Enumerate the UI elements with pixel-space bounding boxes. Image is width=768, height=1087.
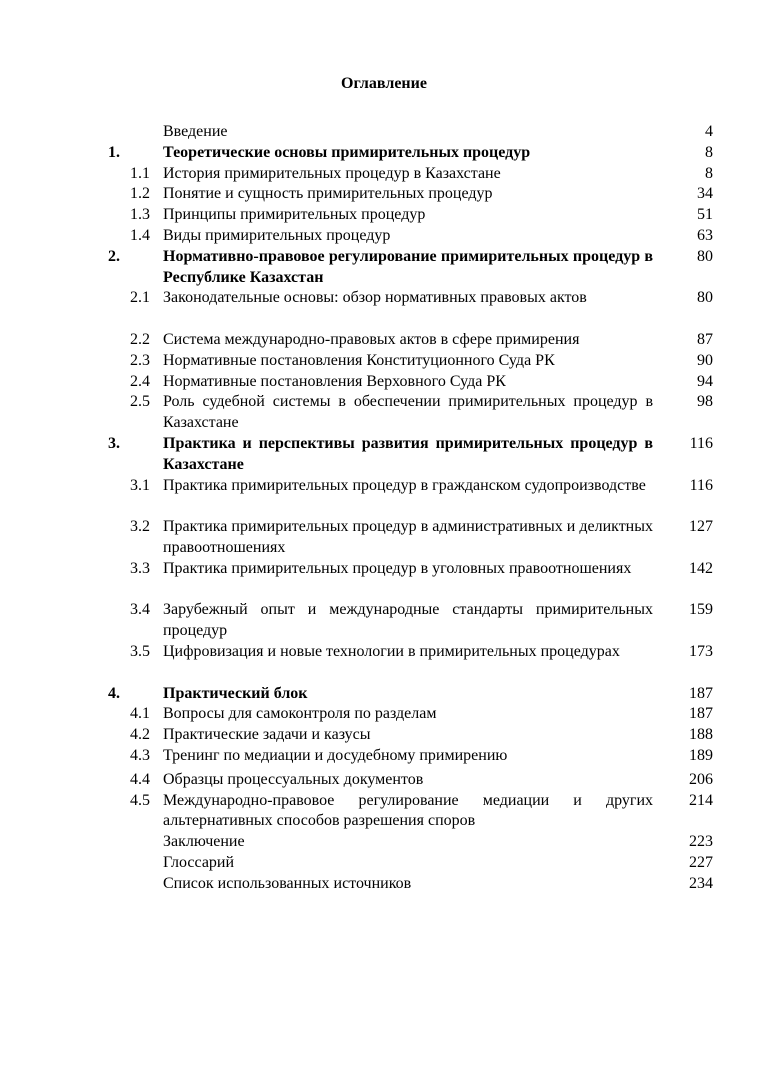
entry-page: 189 bbox=[689, 746, 713, 764]
entry-number: 2.1 bbox=[130, 289, 150, 307]
entry-title: Система международно-правовых актов в сфере примирения bbox=[163, 330, 580, 348]
toc-entry bbox=[0, 791, 768, 833]
entry-title: Введение bbox=[163, 123, 228, 140]
chapter-number: 4. bbox=[108, 684, 120, 702]
toc-entry bbox=[0, 832, 768, 853]
entry-page: 173 bbox=[689, 642, 713, 660]
entry-page: 188 bbox=[689, 726, 713, 744]
toc-entry bbox=[0, 184, 768, 205]
entry-number: 3.3 bbox=[130, 559, 150, 577]
toc-entry bbox=[0, 874, 768, 895]
toc-entry bbox=[0, 559, 768, 601]
entry-page: 90 bbox=[697, 351, 713, 369]
entry-page: 127 bbox=[689, 518, 713, 536]
entry-page: 142 bbox=[689, 559, 713, 577]
toc-entry bbox=[0, 704, 768, 725]
entry-title: Практические задачи и казусы bbox=[163, 726, 371, 744]
entry-title: Список использованных источников bbox=[163, 874, 412, 892]
entry-page: 98 bbox=[697, 393, 713, 411]
chapter-title: Практика и перспективы развития примирительных процедур в Казахстане bbox=[163, 434, 653, 473]
entry-number: 1.4 bbox=[130, 226, 150, 244]
chapter-number: 1. bbox=[108, 143, 120, 161]
toc-chapter bbox=[0, 143, 768, 164]
entry-number: 3.4 bbox=[130, 601, 150, 619]
entry-title: Роль судебной системы в обеспечении примирительных процедур в Казахстане bbox=[163, 393, 653, 432]
entry-title: Заключение bbox=[163, 833, 245, 851]
entry-page: 8 bbox=[705, 164, 713, 182]
entry-page: 159 bbox=[689, 601, 713, 619]
entry-number: 4.1 bbox=[130, 705, 150, 723]
entry-page: 80 bbox=[697, 289, 713, 307]
entry-title: Законодательные основы: обзор нормативных правовых актов bbox=[163, 289, 587, 307]
entry-title: Практика примирительных процедур в гражданском судопроизводстве bbox=[163, 476, 646, 494]
toc-entry bbox=[0, 600, 768, 642]
entry-title: Понятие и сущность примирительных процедур bbox=[163, 185, 493, 203]
toc-entry bbox=[0, 392, 768, 434]
toc-entry bbox=[0, 288, 768, 309]
entry-title: Нормативные постановления Верховного Суда РК bbox=[163, 372, 506, 390]
chapter-title: Нормативно-правовое регулирование примирительных процедур в Республике Казахстан bbox=[163, 247, 653, 286]
toc-entry bbox=[0, 351, 768, 372]
toc-entry bbox=[0, 517, 768, 559]
chapter-title: Теоретические основы примирительных процедур bbox=[163, 143, 531, 161]
chapter-number: 3. bbox=[108, 434, 120, 452]
toc-entry bbox=[0, 226, 768, 247]
entry-title: Вопросы для самоконтроля по разделам bbox=[163, 705, 437, 723]
entry-title: Практика примирительных процедур в уголовных правоотношениях bbox=[163, 559, 632, 577]
entry-page: 116 bbox=[689, 476, 713, 494]
entry-title: Нормативные постановления Конституционного Суда РК bbox=[163, 351, 555, 369]
toc-entry bbox=[0, 372, 768, 393]
entry-page: 223 bbox=[689, 833, 713, 851]
toc-entry bbox=[0, 330, 768, 351]
entry-title: Тренинг по медиации и досудебному примирению bbox=[163, 746, 508, 764]
entry-title: История примирительных процедур в Казахстане bbox=[163, 164, 501, 182]
entry-title: Зарубежный опыт и международные стандарты примирительных процедур bbox=[163, 601, 653, 640]
chapter-title: Практический блок bbox=[163, 684, 308, 702]
entry-number: 4.3 bbox=[130, 746, 150, 764]
entry-number: 4.4 bbox=[130, 770, 150, 788]
toc-entry bbox=[0, 642, 768, 684]
entry-page: 187 bbox=[689, 684, 713, 702]
entry-number: 1.2 bbox=[130, 185, 150, 203]
toc-chapter bbox=[0, 247, 768, 289]
entry-page: 94 bbox=[697, 372, 713, 390]
toc-entry bbox=[0, 853, 768, 874]
toc-entry bbox=[0, 205, 768, 226]
entry-number: 3.2 bbox=[130, 518, 150, 536]
entry-title: Виды примирительных процедур bbox=[163, 226, 391, 244]
entry-page: 206 bbox=[689, 770, 713, 788]
entry-number: 1.1 bbox=[130, 164, 150, 182]
entry-page: 8 bbox=[705, 143, 713, 161]
toc-entry bbox=[0, 164, 768, 185]
entry-title: Принципы примирительных процедур bbox=[163, 206, 426, 224]
entry-number: 2.5 bbox=[130, 393, 150, 411]
entry-number: 4.2 bbox=[130, 726, 150, 744]
entry-title: Цифровизация и новые технологии в примирительных процедурах bbox=[163, 642, 620, 660]
entry-page: 234 bbox=[689, 874, 713, 892]
entry-page: 51 bbox=[697, 206, 713, 224]
entry-number: 2.3 bbox=[130, 351, 150, 369]
entry-number: 3.5 bbox=[130, 642, 150, 660]
entry-page: 80 bbox=[697, 247, 713, 265]
entry-page: 187 bbox=[689, 705, 713, 723]
entry-number: 1.3 bbox=[130, 206, 150, 224]
toc-chapter bbox=[0, 684, 768, 705]
entry-title: Международно-правовое регулирование медиации и других альтернативных способов разрешения споров bbox=[163, 791, 653, 830]
entry-title: Практика примирительных процедур в административных и деликтных правоотношениях bbox=[163, 518, 653, 556]
toc-entry bbox=[0, 746, 768, 767]
entry-page: 34 bbox=[697, 185, 713, 203]
entry-number: 3.1 bbox=[130, 476, 150, 494]
entry-number: 2.2 bbox=[130, 330, 150, 348]
toc-entry bbox=[0, 476, 768, 518]
toc-entry bbox=[0, 122, 768, 143]
toc-chapter bbox=[0, 434, 768, 476]
toc-entry bbox=[0, 770, 768, 791]
entry-page: 87 bbox=[697, 330, 713, 348]
entry-page: 227 bbox=[689, 853, 713, 871]
entry-title: Глоссарий bbox=[163, 853, 235, 871]
toc-list bbox=[0, 122, 768, 894]
entry-title: Образцы процессуальных документов bbox=[163, 770, 424, 788]
entry-number: 4.5 bbox=[130, 791, 150, 809]
entry-number: 2.4 bbox=[130, 372, 150, 390]
entry-page: 214 bbox=[689, 791, 713, 809]
toc-entry bbox=[0, 725, 768, 746]
chapter-number: 2. bbox=[108, 247, 120, 265]
entry-page: 4 bbox=[705, 123, 713, 140]
entry-page: 63 bbox=[697, 226, 713, 244]
toc-title: Оглавление bbox=[341, 75, 427, 92]
entry-page: 116 bbox=[689, 434, 713, 452]
